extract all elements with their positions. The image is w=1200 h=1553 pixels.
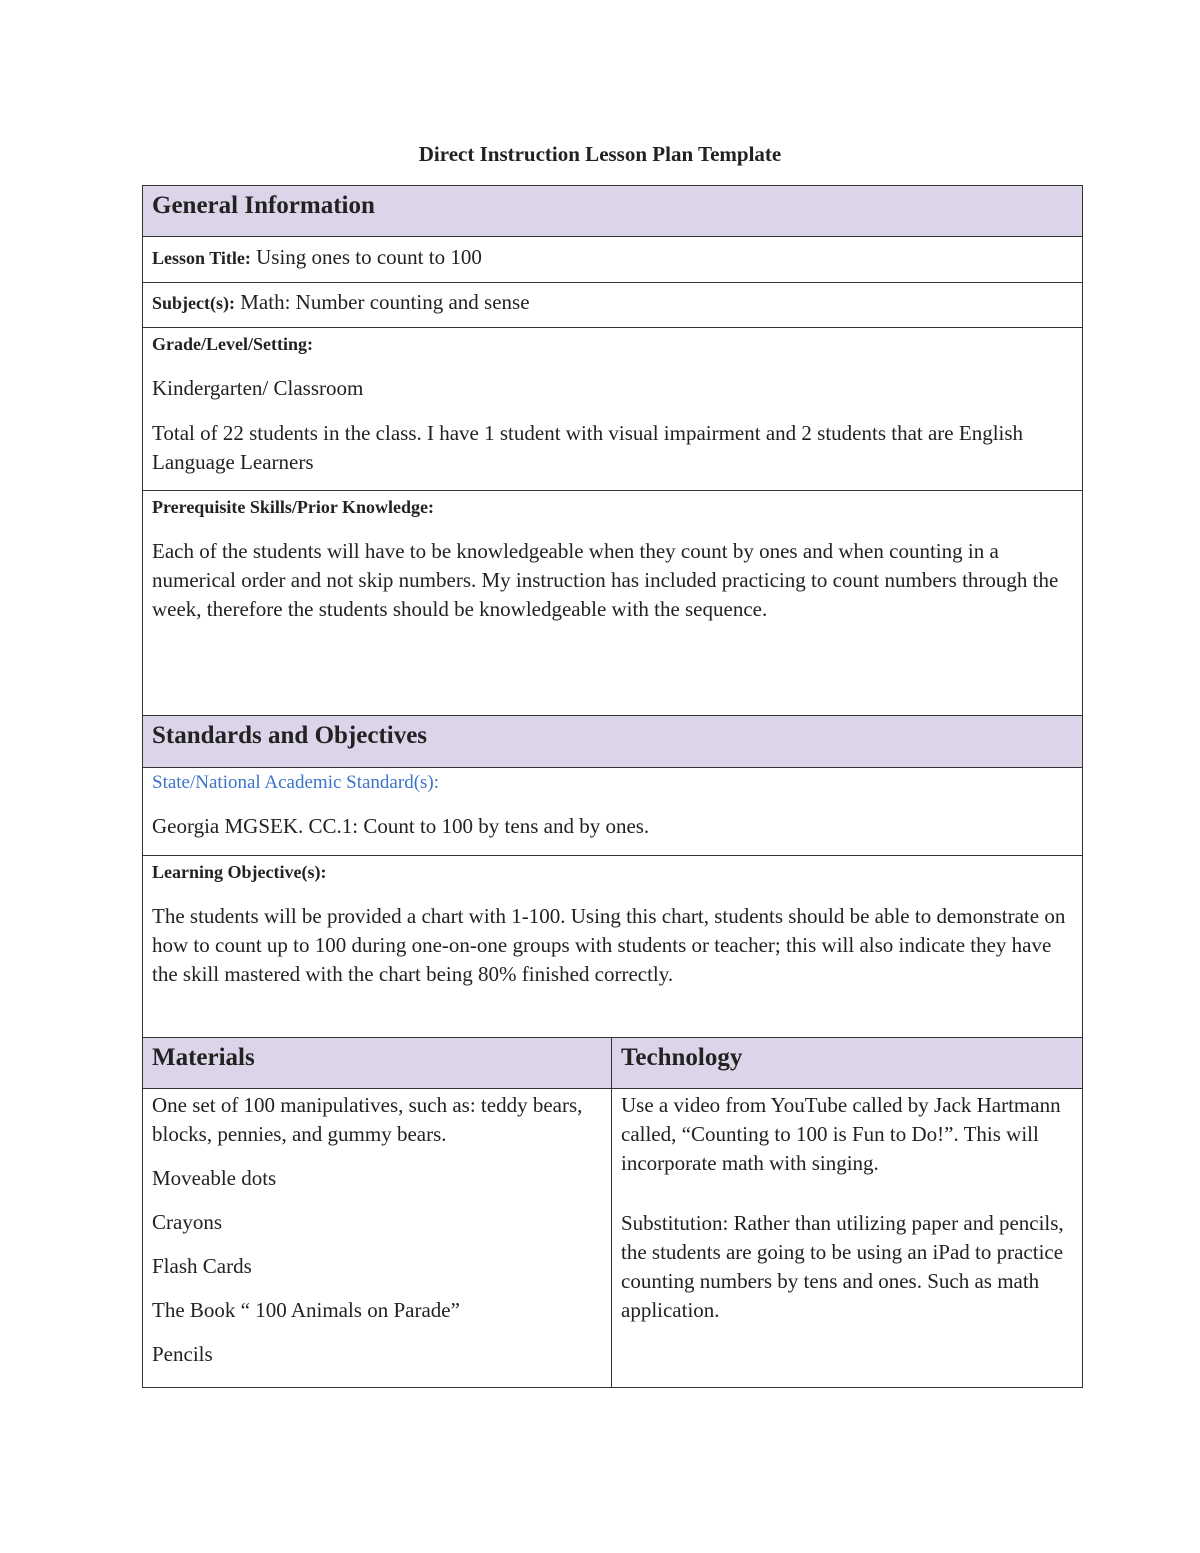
lesson-title-value: Using ones to count to 100 <box>250 245 482 269</box>
materials-header-cell <box>143 1038 612 1089</box>
learning-objectives-label: Learning Objective(s): <box>152 862 327 882</box>
materials-item: The Book “ 100 Animals on Parade” <box>152 1298 460 1322</box>
lesson-title-row <box>143 237 1083 283</box>
materials-heading: Materials <box>152 1044 255 1071</box>
grade-level-setting-row <box>143 328 1083 491</box>
grade-level-setting-cell <box>143 328 1083 491</box>
prerequisite-skills-row <box>143 491 1083 716</box>
materials-item: Moveable dots <box>152 1166 277 1190</box>
class-description: Total of 22 students in the class. I have 1 student with visual impairment and 2 students that are English Language Learners <box>152 421 1024 474</box>
prerequisite-skills-label: Prerequisite Skills/Prior Knowledge: <box>152 497 434 517</box>
materials-technology-content-row <box>143 1089 1083 1388</box>
materials-technology-header-row <box>143 1038 1083 1089</box>
lesson-title-label: Lesson Title: <box>152 248 251 268</box>
academic-standards-value: Georgia MGSEK. CC.1: Count to 100 by tens and by ones. <box>152 814 650 838</box>
learning-objectives-value: The students will be provided a chart with 1-100. Using this chart, students should be able to demonstrate on how to count up to 100 during one-on-one groups with students or teacher; this will also indicate they have the skill mastered with the chart being 80% finished correctly. <box>152 904 1066 986</box>
subjects-value: Math: Number counting and sense <box>235 290 530 314</box>
lesson-plan-table <box>142 185 1083 1388</box>
standards-objectives-header-row <box>143 716 1083 768</box>
materials-item: Flash Cards <box>152 1254 252 1278</box>
learning-objectives-cell <box>143 856 1083 1038</box>
general-information-heading: General Information <box>152 192 375 219</box>
grade-level-setting-label: Grade/Level/Setting: <box>152 334 313 354</box>
technology-header-cell <box>612 1038 1083 1089</box>
technology-content-cell <box>612 1089 1083 1388</box>
materials-item: Pencils <box>152 1342 213 1366</box>
general-information-header-cell <box>143 186 1083 237</box>
general-information-header-row <box>143 186 1083 237</box>
technology-heading: Technology <box>621 1044 743 1071</box>
academic-standards-cell <box>143 768 1083 856</box>
technology-substitution-text: Substitution: Rather than utilizing paper and pencils, the students are going to be using an iPad to practice counting numbers by tens and ones. Such as math application. <box>621 1211 1064 1322</box>
materials-item: One set of 100 manipulatives, such as: teddy bears, blocks, pennies, and gummy bears. <box>152 1093 583 1146</box>
materials-item: Crayons <box>152 1210 222 1234</box>
subjects-row <box>143 283 1083 328</box>
subjects-label: Subject(s): <box>152 293 235 313</box>
academic-standards-row <box>143 768 1083 856</box>
lesson-title-cell <box>143 237 1083 283</box>
document-title: Direct Instruction Lesson Plan Template <box>418 142 782 166</box>
learning-objectives-row <box>143 856 1083 1038</box>
materials-list-cell <box>143 1089 612 1388</box>
standards-objectives-heading: Standards and Objectives <box>152 722 428 749</box>
grade-level-value: Kindergarten/ Classroom <box>152 376 364 400</box>
standards-objectives-header-cell <box>143 716 1083 768</box>
prerequisite-skills-cell <box>143 491 1083 716</box>
technology-video-text: Use a video from YouTube called by Jack Hartmann called, “Counting to 100 is Fun to Do!”. This will incorporate math with singing. <box>621 1093 1061 1175</box>
prerequisite-skills-value: Each of the students will have to be knowledgeable when they count by ones and when counting in a numerical order and not skip numbers. My instruction has included practicing to count numbers through the week, therefore the students should be knowledgeable with the sequence. <box>152 539 1059 621</box>
subjects-cell <box>143 283 1083 328</box>
academic-standards-label: State/National Academic Standard(s): <box>152 772 440 793</box>
